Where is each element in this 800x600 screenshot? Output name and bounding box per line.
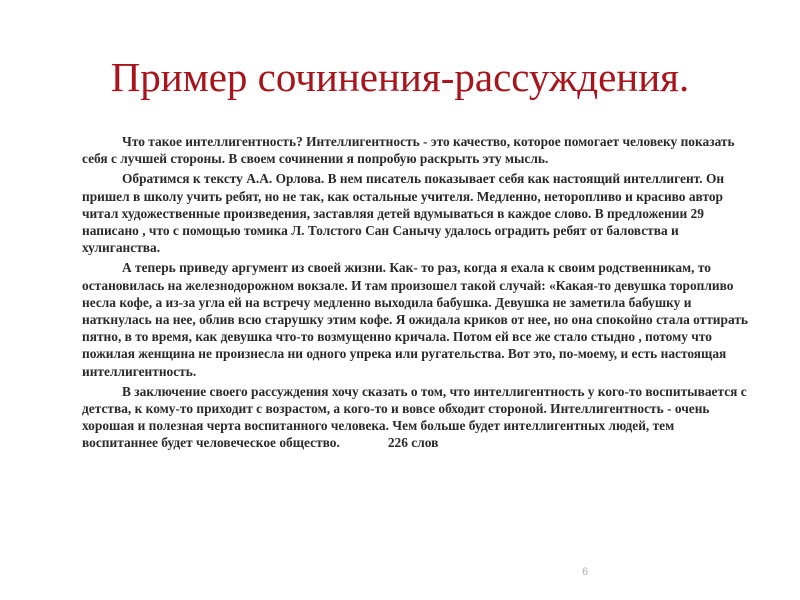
essay-body <box>82 133 750 455</box>
word-count: 226 слов <box>387 435 439 451</box>
essay-paragraph-4-text: В заключение своего рассуждения хочу сказать о том, что интеллигентность у кого-то воспитывается с детства, к кому-то приходит с возрастом, а кого-то и вовсе обходит стороной. Интеллигентность - очень хорошая и полезная черта воспитанного человека. Чем больше будет интеллигентных людей, тем воспитаннее будет человеческое общество. <box>82 383 747 451</box>
essay-paragraph-2: Обратимся к тексту А.А. Орлова. В нем писатель показывает себя как настоящий интеллигент. Он пришел в школу учить ребят, но не так, как остальные учителя. Медленно, неторопливо и красиво автор читал художественные произведения, заставляя детей вдумываться в каждое слово. В предложении 29 написано , что с помощью томика Л. Толстого Сан Санычу удалось оградить ребят от баловства и хулиганства. <box>82 171 725 256</box>
essay-paragraph-4 <box>82 383 750 452</box>
page-number: 6 <box>581 566 589 578</box>
essay-paragraph-3: А теперь приведу аргумент из своей жизни. Как- то раз, когда я ехала к своим родственникам, то остановилась на железнодорожном вокзале. И там произошел такой случай: «Какая-то девушка торопливо несла кофе, а из-за угла ей на встречу медленно выходила бабушка. Девушка не заметила бабушку и наткнулась на нее, облив всю старушку этим кофе. Я ожидала криков от нее, но она спокойно стала оттирать пятно, в то время, как девушка что-то возмущенно кричала. Потом ей все же стало стыдно , потому что пожилая женщина не произнесла ни одного упрека или ругательства. Вот это, по-моему, и есть настоящая интеллигентность. <box>82 260 748 379</box>
slide-title: Пример сочинения-рассуждения. <box>110 54 690 100</box>
essay-paragraph-1: Что такое интеллигентность? Интеллигентность - это качество, которое помогает человеку показать себя с лучшей стороны. В своем сочинении я попробую раскрыть эту мысль. <box>82 134 735 167</box>
